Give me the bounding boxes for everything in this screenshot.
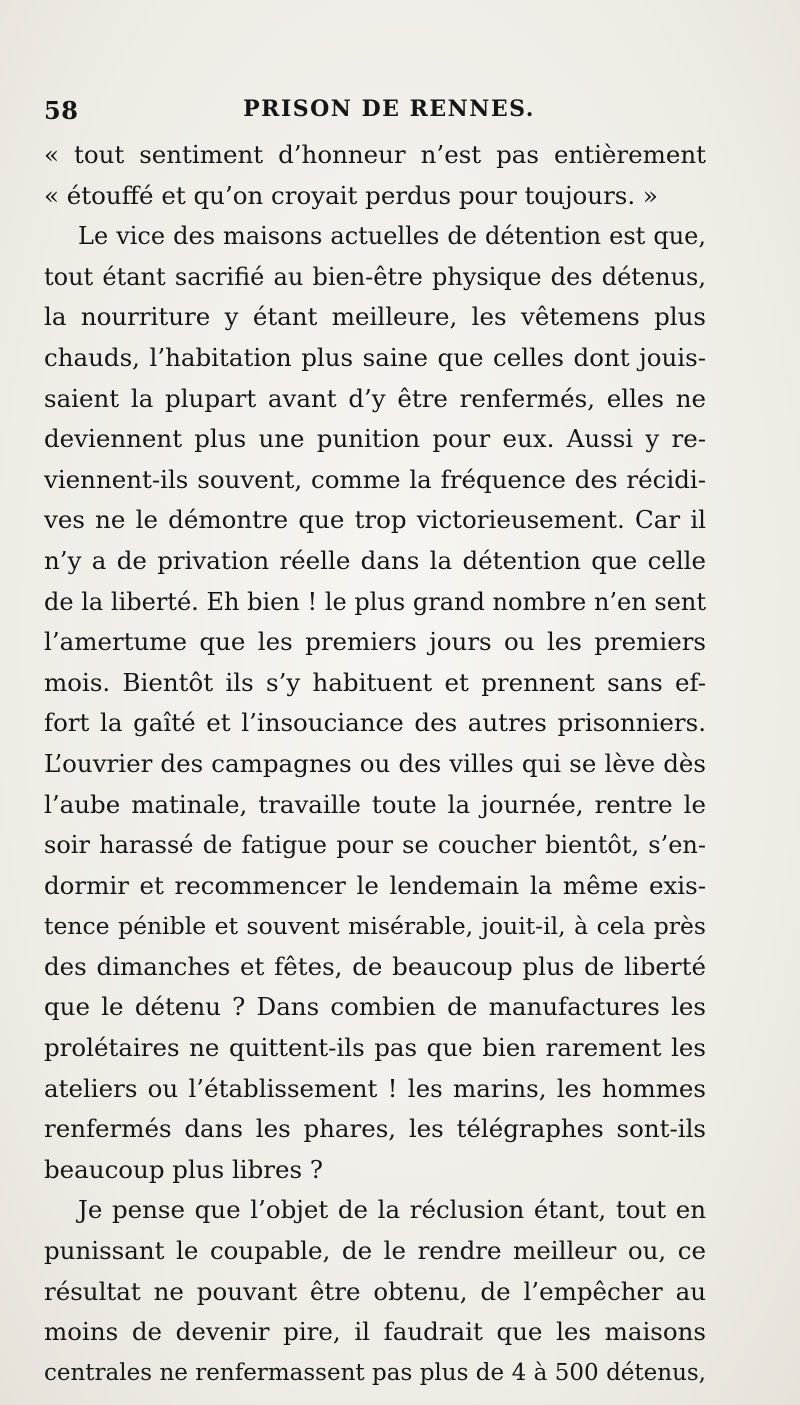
running-head: PRISON DE RENNES.: [243, 96, 535, 122]
text-line: tence pénible et souvent misérable, jouit-il, à cela près: [44, 912, 706, 941]
text-line: ves ne le démontre que trop victorieusement. Car il: [44, 505, 706, 535]
text-line: viennent-ils souvent, comme la fréquence des récidi-: [44, 464, 706, 494]
text-line: que le détenu ? Dans combien de manufactures les: [44, 992, 706, 1022]
text-line: dormir et recommencer le lendemain la même exis-: [44, 870, 706, 900]
text-line: « étouffé et qu’on croyait perdus pour toujours. »: [44, 180, 658, 210]
text-line: centrales ne renfermassent pas plus de 4 à 500 détenus,: [44, 1359, 706, 1386]
paragraph-first-line: Je pense que l’objet de la réclusion étant, tout en: [78, 1195, 706, 1225]
text-line: ateliers ou l’établissement ! les marins, les hommes: [44, 1073, 706, 1103]
text-line: tout étant sacrifié au bien-être physique des détenus,: [44, 262, 706, 291]
text-line: soir harassé de fatigue pour se coucher bientôt, s’en-: [44, 831, 706, 860]
text-line: punissant le coupable, de le rendre meilleur ou, ce: [44, 1236, 706, 1266]
text-line: fort la gaîté et l’insouciance des autres prisonniers.: [44, 708, 706, 738]
text-line: moins de devenir pire, il faudrait que les maisons: [44, 1317, 706, 1347]
body-text: [44, 135, 706, 1393]
text-line: L’ouvrier des campagnes ou des villes qui se lève dès: [44, 748, 706, 778]
text-line: de la liberté. Eh bien ! le plus grand nombre n’en sent: [44, 587, 706, 616]
text-line: la nourriture y étant meilleure, les vêtemens plus: [44, 302, 706, 332]
text-line: prolétaires ne quittent-ils pas que bien rarement les: [44, 1033, 706, 1063]
page-header: [44, 96, 704, 136]
text-line: deviennent plus une punition pour eux. Aussi y re-: [44, 424, 706, 454]
text-line: mois. Bientôt ils s’y habituent et prennent sans ef-: [44, 667, 706, 697]
page-number: 58: [44, 96, 79, 125]
paragraph-last-line: beaucoup plus libres ?: [44, 1154, 324, 1184]
text-line: n’y a de privation réelle dans la détention que celle: [44, 545, 706, 575]
paragraph-first-line: Le vice des maisons actuelles de détention est que,: [78, 222, 706, 251]
text-line: renfermés dans les phares, les télégraphes sont-ils: [44, 1114, 706, 1144]
text-line: résultat ne pouvant être obtenu, de l’empêcher au: [44, 1276, 706, 1306]
text-line: saient la plupart avant d’y être renfermés, elles ne: [44, 383, 706, 413]
text-line: des dimanches et fêtes, de beaucoup plus de liberté: [44, 951, 706, 981]
text-line: « tout sentiment d’honneur n’est pas entièrement: [44, 140, 706, 169]
text-line: l’amertume que les premiers jours ou les premiers: [44, 627, 706, 657]
text-line: chauds, l’habitation plus saine que celles dont jouis-: [44, 342, 706, 372]
text-line: l’aube matinale, travaille toute la journée, rentre le: [44, 789, 706, 819]
